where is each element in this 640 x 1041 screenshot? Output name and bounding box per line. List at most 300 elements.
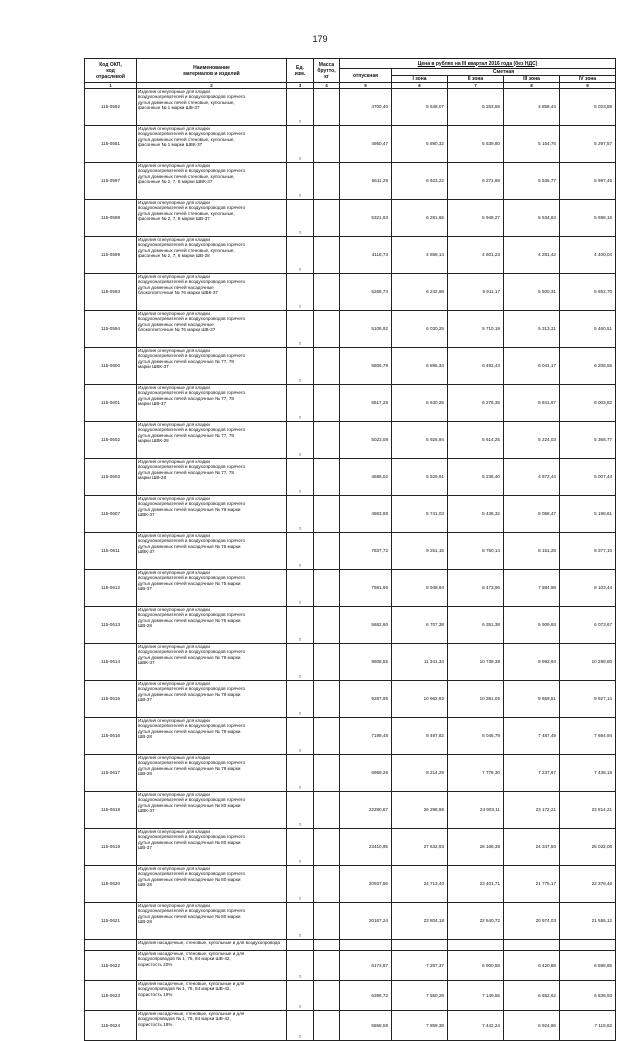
group-note: Изделия насадочные, стеновые, купольные и для воздухопровода <box>137 940 287 951</box>
row-code: 115-0614 <box>85 644 137 681</box>
description-line: Изделия огнеупорные для кладки <box>138 496 210 501</box>
description-line: ШВК-37 <box>138 549 155 555</box>
row-release-price: 5611,29 <box>340 163 392 200</box>
col-num-9: 9 <box>560 83 616 89</box>
description-line: дутья доменных печей насадочные № 80 марки <box>138 876 241 882</box>
group-empty <box>392 940 448 951</box>
row-description <box>137 981 287 1011</box>
row-code: 115-0613 <box>85 607 137 644</box>
row-release-price: 4863,89 <box>340 496 392 533</box>
row-code: 115-0594 <box>85 311 137 348</box>
row-zone4-price: 6 598,85 <box>560 951 616 981</box>
row-mass <box>314 385 340 422</box>
description-line: Изделия огнеупорные для кладки <box>138 903 210 908</box>
row-zone2-price: 6 271,69 <box>448 163 504 200</box>
row-code: 115-0598 <box>85 200 137 237</box>
table-row <box>85 829 616 866</box>
group-empty <box>560 940 616 951</box>
description-line: Изделия огнеупорные для кладки <box>138 644 210 649</box>
row-code: 115-0616 <box>85 718 137 755</box>
row-unit: т <box>287 792 314 829</box>
row-zone3-price: 7 884,98 <box>504 570 560 607</box>
row-release-price: 7199,48 <box>340 718 392 755</box>
row-zone4-price: 6 836,93 <box>560 981 616 1011</box>
row-code: 115-0612 <box>85 570 137 607</box>
row-zone4-price: 5 023,88 <box>560 89 616 126</box>
row-zone3-price: 24 347,50 <box>504 829 560 866</box>
row-zone3-price: 5 534,84 <box>504 200 560 237</box>
row-zone2-price: 7 149,55 <box>448 981 504 1011</box>
description-line: марки ШВ-28 <box>138 475 167 481</box>
group-empty <box>504 940 560 951</box>
description-line: Изделия огнеупорные для кладки <box>138 755 210 760</box>
description-line: Изделия насадочные, стеновые, купольные и для <box>138 1011 245 1016</box>
description-line: дутья доменных печей стеновые, купольные, <box>138 136 235 142</box>
row-mass <box>314 163 340 200</box>
row-unit: т <box>287 570 314 607</box>
row-release-price: 9287,95 <box>340 681 392 718</box>
row-zone2-price: 22 540,72 <box>448 903 504 940</box>
group-row <box>85 940 616 951</box>
description-line: воздухонагревателей и воздухопроводов горячего <box>138 464 246 470</box>
row-zone1-price: 9 251,15 <box>392 533 448 570</box>
row-zone1-price: 6 895,34 <box>392 348 448 385</box>
row-release-price: 22280,67 <box>340 792 392 829</box>
row-description <box>137 163 287 200</box>
row-zone4-price: 5 460,51 <box>560 311 616 348</box>
table-row <box>85 385 616 422</box>
row-zone3-price: 4 858,44 <box>504 89 560 126</box>
col-num-1: 1 <box>85 83 137 89</box>
description-line: воздухонагревателей и воздухопроводов горячего <box>138 242 246 248</box>
row-unit: т <box>287 951 314 981</box>
row-zone1-price: 6 623,22 <box>392 163 448 200</box>
header-mass: Масса брутто, кг <box>314 59 340 83</box>
row-mass <box>314 348 340 385</box>
row-description <box>137 718 287 755</box>
row-code: 115-0593 <box>85 274 137 311</box>
row-mass <box>314 496 340 533</box>
description-line: Изделия огнеупорные для кладки <box>138 163 210 168</box>
row-zone3-price: 23 172,21 <box>504 792 560 829</box>
row-description <box>137 644 287 681</box>
description-line: воздухопроводов № 1, 76, 84 марки ШВ-42, <box>138 956 231 962</box>
row-zone2-price: 8 046,79 <box>448 718 504 755</box>
row-zone1-price: 6 030,25 <box>392 311 448 348</box>
row-zone4-price: 6 073,67 <box>560 607 616 644</box>
row-release-price: 5321,93 <box>340 200 392 237</box>
description-line: дутья доменных печей насадочные <box>138 321 214 327</box>
description-line: дутья доменных печей насадочные № 77, 78 <box>138 432 234 438</box>
row-zone3-price: 9 659,51 <box>504 681 560 718</box>
row-zone2-price: 5 614,25 <box>448 422 504 459</box>
row-zone4-price: 8 377,10 <box>560 533 616 570</box>
description-line: фасонные № 2, 7, 8 марки ШВК-37 <box>138 179 213 185</box>
row-zone3-price: 6 924,96 <box>504 1011 560 1041</box>
row-description <box>137 311 287 348</box>
description-line: воздухонагревателей и воздухопроводов горячего <box>138 538 246 544</box>
row-mass <box>314 903 340 940</box>
description-line: дутья доменных печей насадочные № 77, 78 <box>138 358 234 364</box>
row-zone3-price: 5 535,77 <box>504 163 560 200</box>
row-unit: т <box>287 644 314 681</box>
row-release-price: 5806,79 <box>340 348 392 385</box>
header-code: Код ОКП, код отраслевой <box>85 59 137 83</box>
row-mass <box>314 829 340 866</box>
description-line: дутья доменных печей насадочные № 79 марки <box>138 765 241 771</box>
table-row <box>85 644 616 681</box>
table-row <box>85 163 616 200</box>
row-release-price: 20167,24 <box>340 903 392 940</box>
header-price-group: Цена в рублях на III квартал 2016 года (без НДС) <box>340 59 616 69</box>
description-line: Изделия огнеупорные для кладки <box>138 459 210 464</box>
row-zone3-price: 5 909,93 <box>504 607 560 644</box>
table-row <box>85 607 616 644</box>
row-code: 115-0617 <box>85 755 137 792</box>
row-zone1-price: 23 804,18 <box>392 903 448 940</box>
row-mass <box>314 755 340 792</box>
row-zone1-price: 7 859,38 <box>392 1011 448 1041</box>
description-line: ШВ-37 <box>138 697 152 703</box>
description-line: Изделия огнеупорные для кладки <box>138 866 210 871</box>
group-empty <box>448 940 504 951</box>
row-zone2-price: 5 236,40 <box>448 459 504 496</box>
description-line: дутья доменных печей насадочные № 80 марки <box>138 913 241 919</box>
row-mass <box>314 951 340 981</box>
row-release-price: 4700,40 <box>340 89 392 126</box>
description-line: воздухонагревателей и воздухопроводов горячего <box>138 797 246 803</box>
row-release-price: 6173,87 <box>340 951 392 981</box>
row-zone1-price: 7 550,28 <box>392 981 448 1011</box>
row-unit: т <box>287 755 314 792</box>
table-row <box>85 311 616 348</box>
row-release-price: 9608,55 <box>340 644 392 681</box>
row-code: 115-0623 <box>85 981 137 1011</box>
row-zone1-price: 6 281,66 <box>392 200 448 237</box>
description-line: воздухонагревателей и воздухопроводов горячего <box>138 279 246 285</box>
row-unit: т <box>287 533 314 570</box>
description-line: воздухонагревателей и воздухопроводов горячего <box>138 501 246 507</box>
description-line: Изделия огнеупорные для кладки <box>138 89 210 94</box>
row-zone4-price: 25 022,06 <box>560 829 616 866</box>
table-row <box>85 792 616 829</box>
row-zone3-price: 5 313,31 <box>504 311 560 348</box>
row-mass <box>314 422 340 459</box>
row-zone2-price: 6 278,35 <box>448 385 504 422</box>
row-zone2-price: 6 351,38 <box>448 607 504 644</box>
row-zone1-price: 5 529,91 <box>392 459 448 496</box>
row-zone3-price: 20 974,03 <box>504 903 560 940</box>
description-line: ШВ-28 <box>138 771 152 777</box>
header-unit: Ед. изм. <box>287 59 314 83</box>
row-zone2-price: 23 401,71 <box>448 866 504 903</box>
table-row <box>85 866 616 903</box>
row-description <box>137 274 287 311</box>
row-release-price: 6959,26 <box>340 755 392 792</box>
description-line: воздухонагревателей и воздухопроводов горячего <box>138 908 246 914</box>
row-code: 115-0607 <box>85 496 137 533</box>
row-zone2-price: 5 710,19 <box>448 311 504 348</box>
row-zone4-price: 21 555,12 <box>560 903 616 940</box>
row-code: 115-0599 <box>85 237 137 274</box>
row-zone2-price: 5 253,59 <box>448 89 504 126</box>
row-release-price: 23410,95 <box>340 829 392 866</box>
description-line: Изделия огнеупорные для кладки <box>138 126 210 131</box>
description-line: дутья доменных печей стеновые, купольные, <box>138 247 235 253</box>
row-zone2-price: 8 760,14 <box>448 533 504 570</box>
row-unit: т <box>287 385 314 422</box>
description-line: воздухонагревателей и воздухопроводов горячего <box>138 205 246 211</box>
description-line: ШВ-28 <box>138 882 152 888</box>
row-unit: т <box>287 89 314 126</box>
row-zone3-price: 5 058,47 <box>504 496 560 533</box>
table-row <box>85 903 616 940</box>
description-line: воздухопроводов № 1, 76, 84 марки ШВ-42, <box>138 986 231 992</box>
row-zone2-price: 26 166,38 <box>448 829 504 866</box>
description-line: Изделия огнеупорные для кладки <box>138 237 210 242</box>
description-line: Изделия огнеупорные для кладки <box>138 607 210 612</box>
row-zone4-price: 6 208,55 <box>560 348 616 385</box>
table-row <box>85 200 616 237</box>
row-description <box>137 903 287 940</box>
row-zone2-price: 8 473,96 <box>448 570 504 607</box>
row-release-price: 5268,74 <box>340 274 392 311</box>
row-description <box>137 459 287 496</box>
row-zone1-price: 5 741,03 <box>392 496 448 533</box>
row-description <box>137 533 287 570</box>
description-line: ШВК-37 <box>138 660 155 666</box>
row-unit: т <box>287 200 314 237</box>
header-zone1: I зона <box>392 76 448 83</box>
row-zone1-price: 5 926,94 <box>392 422 448 459</box>
description-line: воздухонагревателей и воздухопроводов горячего <box>138 649 246 655</box>
row-release-price: 5108,92 <box>340 311 392 348</box>
row-mass <box>314 1011 340 1041</box>
description-line: дутья доменных печей насадочные № 75 марки <box>138 617 241 623</box>
group-empty <box>340 940 392 951</box>
row-code: 115-0615 <box>85 681 137 718</box>
row-zone4-price: 5 652,70 <box>560 274 616 311</box>
group-code <box>85 940 137 951</box>
row-zone2-price: 5 911,17 <box>448 274 504 311</box>
row-release-price: 7581,66 <box>340 570 392 607</box>
row-release-price: 5023,08 <box>340 422 392 459</box>
header-zone2: II зона <box>448 76 504 83</box>
description-line: Изделия огнеупорные для кладки <box>138 533 210 538</box>
description-line: воздухонагревателей и воздухопроводов горячего <box>138 168 246 174</box>
row-release-price: 4950,47 <box>340 126 392 163</box>
description-line: фасонные № 2, 7, 8 марки ШВ-37 <box>138 216 210 222</box>
row-mass <box>314 681 340 718</box>
table-row <box>85 89 616 126</box>
row-unit: т <box>287 274 314 311</box>
row-description <box>137 792 287 829</box>
table-row <box>85 1011 616 1041</box>
row-zone3-price: 4 281,42 <box>504 237 560 274</box>
description-line: дутья доменных печей насадочные № 80 марки <box>138 839 241 845</box>
description-line: Изделия огнеупорные для кладки <box>138 200 210 205</box>
row-zone2-price: 4 601,23 <box>448 237 504 274</box>
row-description <box>137 200 287 237</box>
row-zone1-price: 8 214,29 <box>392 755 448 792</box>
row-zone1-price: 6 242,98 <box>392 274 448 311</box>
description-line: Изделия огнеупорные для кладки <box>138 718 210 723</box>
row-unit: т <box>287 981 314 1011</box>
table-row <box>85 496 616 533</box>
row-zone1-price: 24 713,40 <box>392 866 448 903</box>
description-line: воздухонагревателей и воздухопроводов горячего <box>138 94 246 100</box>
page-number: 179 <box>312 34 328 44</box>
description-line: Изделия огнеупорные для кладки <box>138 311 210 316</box>
row-zone4-price: 5 688,16 <box>560 200 616 237</box>
row-description <box>137 755 287 792</box>
description-line: Изделия огнеупорные для кладки <box>138 348 210 353</box>
description-line: ШВ-37 <box>138 845 152 851</box>
row-zone1-price: 8 497,82 <box>392 718 448 755</box>
row-description <box>137 829 287 866</box>
row-zone1-price: 10 962,92 <box>392 681 448 718</box>
row-mass <box>314 607 340 644</box>
row-mass <box>314 459 340 496</box>
table-row <box>85 459 616 496</box>
row-description <box>137 385 287 422</box>
row-mass <box>314 274 340 311</box>
description-line: пористость 18% <box>138 1021 173 1027</box>
table-row <box>85 422 616 459</box>
row-code: 115-0592 <box>85 89 137 126</box>
description-line: дутья доменных печей насадочные № 79 марки <box>138 728 241 734</box>
col-num-3: 3 <box>287 83 314 89</box>
row-mass <box>314 644 340 681</box>
description-line: ШВК-37 <box>138 808 155 814</box>
table-row <box>85 681 616 718</box>
row-zone2-price: 5 539,80 <box>448 126 504 163</box>
row-code: 115-0624 <box>85 1011 137 1041</box>
description-line: фасонные № 1 марки ШВ-37 <box>138 105 200 111</box>
row-unit: т <box>287 681 314 718</box>
description-line: воздухонагревателей и воздухопроводов горячего <box>138 612 246 618</box>
row-zone3-price: 5 841,97 <box>504 385 560 422</box>
row-code: 115-0602 <box>85 422 137 459</box>
row-zone3-price: 6 420,88 <box>504 951 560 981</box>
description-line: воздухонагревателей и воздухопроводов горячего <box>138 760 246 766</box>
description-line: воздухонагревателей и воздухопроводов горячего <box>138 131 246 137</box>
row-description <box>137 866 287 903</box>
description-line: Изделия огнеупорные для кладки <box>138 422 210 427</box>
col-num-6: 6 <box>392 83 448 89</box>
row-mass <box>314 866 340 903</box>
row-zone3-price: 7 237,67 <box>504 755 560 792</box>
row-zone4-price: 9 927,14 <box>560 681 616 718</box>
table-row <box>85 126 616 163</box>
row-zone3-price: 6 652,62 <box>504 981 560 1011</box>
description-line: ШВ-37 <box>138 586 152 592</box>
header-estimate: Сметная <box>392 69 616 76</box>
row-zone3-price: 6 041,17 <box>504 348 560 385</box>
row-unit: т <box>287 237 314 274</box>
row-zone4-price: 7 438,19 <box>560 755 616 792</box>
description-line: дутья доменных печей насадочные № 75 марки <box>138 580 241 586</box>
row-zone2-price: 6 900,58 <box>448 951 504 981</box>
header-name: Наименование материалов и изделий <box>137 59 287 83</box>
description-line: блокоплиточные № 76 марки ШВК-37 <box>138 290 218 296</box>
col-num-7: 7 <box>448 83 504 89</box>
row-zone2-price: 5 436,32 <box>448 496 504 533</box>
price-table <box>84 58 616 1041</box>
row-zone4-price: 5 297,57 <box>560 126 616 163</box>
row-description <box>137 89 287 126</box>
description-line: воздухонагревателей и воздухопроводов горячего <box>138 575 246 581</box>
row-code: 115-0603 <box>85 459 137 496</box>
row-release-price: 5617,25 <box>340 385 392 422</box>
row-code: 115-0619 <box>85 829 137 866</box>
description-line: пористость 20% <box>138 961 173 967</box>
row-code: 115-0600 <box>85 348 137 385</box>
row-zone2-price: 10 739,38 <box>448 644 504 681</box>
row-zone2-price: 10 381,05 <box>448 681 504 718</box>
row-release-price: 4116,73 <box>340 237 392 274</box>
row-code: 115-0611 <box>85 533 137 570</box>
row-unit: т <box>287 459 314 496</box>
row-release-price: 20937,56 <box>340 866 392 903</box>
row-description <box>137 681 287 718</box>
description-line: воздухонагревателей и воздухопроводов горячего <box>138 871 246 877</box>
table-row <box>85 951 616 981</box>
row-zone4-price: 7 694,94 <box>560 718 616 755</box>
description-line: фасонные № 2, 7, 8 марки ШВ-28 <box>138 253 210 259</box>
row-zone4-price: 5 997,45 <box>560 163 616 200</box>
row-mass <box>314 237 340 274</box>
row-release-price: 6658,59 <box>340 1011 392 1041</box>
row-description <box>137 348 287 385</box>
description-line: дутья доменных печей насадочные № 77, 78 <box>138 395 234 401</box>
table-row <box>85 533 616 570</box>
description-line: дутья доменных печей насадочные № 75 марки <box>138 543 241 549</box>
row-zone2-price: 6 492,43 <box>448 348 504 385</box>
row-description <box>137 126 287 163</box>
row-zone3-price: 5 500,31 <box>504 274 560 311</box>
row-mass <box>314 89 340 126</box>
row-zone1-price: 26 298,96 <box>392 792 448 829</box>
description-line: дутья доменных печей стеновые, купольные, <box>138 99 235 105</box>
description-line: марки ШВ-37 <box>138 401 167 407</box>
description-line: воздухопроводов № 1, 76, 84 марки ШВ-42, <box>138 1016 231 1022</box>
row-code: 115-0620 <box>85 866 137 903</box>
description-line: дутья доменных печей стеновые, купольные, <box>138 173 235 179</box>
row-zone3-price: 5 154,76 <box>504 126 560 163</box>
group-empty <box>314 940 340 951</box>
description-line: блокоплиточные № 76 марки ШВ-37 <box>138 327 216 333</box>
row-description <box>137 237 287 274</box>
row-release-price: 5682,60 <box>340 607 392 644</box>
row-zone1-price: 5 890,32 <box>392 126 448 163</box>
row-mass <box>314 718 340 755</box>
row-zone3-price: 21 775,17 <box>504 866 560 903</box>
row-zone3-price: 5 224,03 <box>504 422 560 459</box>
row-zone3-price: 4 872,44 <box>504 459 560 496</box>
row-zone1-price: 11 341,34 <box>392 644 448 681</box>
description-line: дутья доменных печей насадочные № 77, 78 <box>138 469 234 475</box>
row-zone1-price: 5 548,07 <box>392 89 448 126</box>
description-line: воздухонагревателей и воздухопроводов горячего <box>138 353 246 359</box>
row-code: 115-0581 <box>85 126 137 163</box>
row-description <box>137 570 287 607</box>
description-line: фасонные № 1 марки ШВК-37 <box>138 142 203 148</box>
description-line: марки ШВК-37 <box>138 364 169 370</box>
description-line: Изделия огнеупорные для кладки <box>138 385 210 390</box>
row-mass <box>314 570 340 607</box>
row-zone2-price: 5 948,27 <box>448 200 504 237</box>
